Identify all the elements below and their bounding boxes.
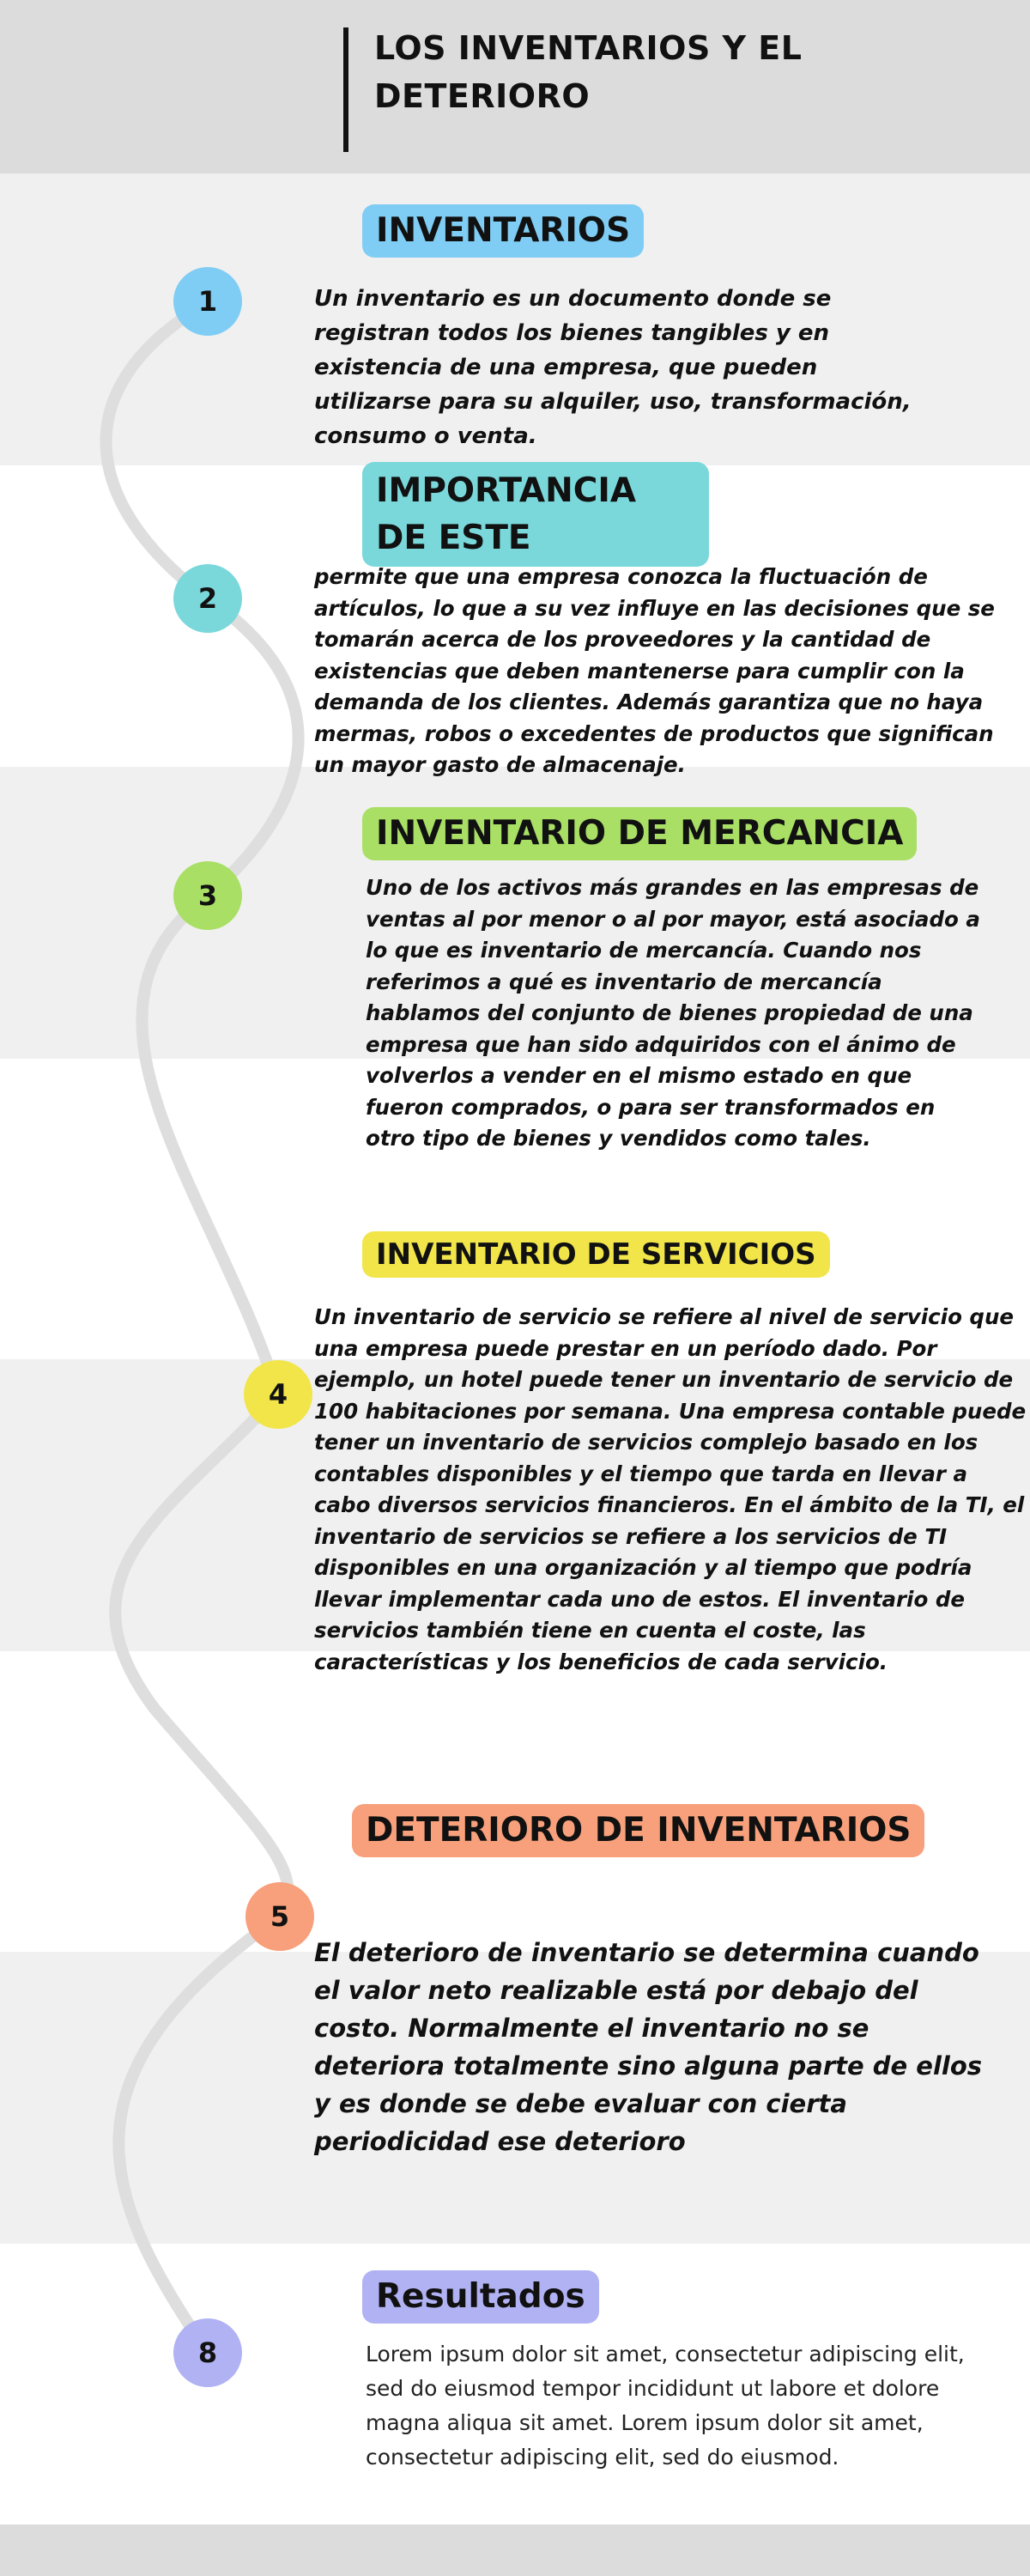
- heading-importancia: IMPORTANCIA DE ESTE: [362, 462, 709, 567]
- section-4-text: Un inventario de servicio se refiere al nivel de servicio que una empresa puede prestar en un período dado. Por ejemplo, un hotel puede tener un inventario de servicio de 100 habitaciones por semana. Una empresa contable puede tener un inventario de servicios complejo basado en los contables disponibles y el tiempo que tarda en llevar a cabo diversos servicios financieros. En el ámbito de la TI, el inventario de servicios se refiere a los servicios de TI disponibles en una organización y al tiempo que podría llevar implementar cada uno de estos. El inventario de servicios también tiene en cuenta el coste, las características y los beneficios de cada servicio.: [314, 1304, 1027, 1674]
- step-circle-5: 5: [245, 1882, 314, 1951]
- step-circle-3: 3: [173, 861, 242, 930]
- heading-mercancia: INVENTARIO DE MERCANCIA: [362, 807, 917, 860]
- step-circle-1: 1: [173, 267, 242, 336]
- section-3-text: Uno de los activos más grandes en las empresas de ventas al por menor o al por mayor, está asociado a lo que es inventario de mercancía. Cuando nos referimos a qué es inventario de mercancía hablamos del conjunto de bienes propiedad de una empresa que han sido adquiridos con el ánimo de volverlos a vender en el mismo estado en que fueron comprados, o para ser transformados en otro tipo de bienes y vendidos como tales.: [366, 875, 980, 1151]
- heading-inventarios: INVENTARIOS: [362, 204, 644, 258]
- step-circle-8: 8: [173, 2318, 242, 2387]
- section-2-text: permite que una empresa conozca la fluctuación de artículos, lo que a su vez influye en las decisiones que se tomarán acerca de los proveedores y la cantidad de existencias que deben mantenerse para cumplir con la demanda de los clientes. Además garantiza que no haya mermas, robos o excedentes de productos que significan un mayor gasto de almacenaje.: [314, 564, 995, 777]
- section-8-text: Lorem ipsum dolor sit amet, consectetur adipiscing elit, sed do eiusmod tempor incididunt ut labore et dolore magna aliqua sit amet. Lorem ipsum dolor sit amet, consectetur adipiscing elit, sed do eiusmod.: [366, 2342, 965, 2470]
- section-5-text: El deterioro de inventario se determina cuando el valor neto realizable está por debajo del costo. Normalmente el inventario no se deteriora totalmente sino alguna parte de ellos y es donde se debe evaluar con cierta periodicidad ese deterioro: [314, 1938, 983, 2156]
- page-title: LOS INVENTARIOS Y EL DETERIORO: [374, 29, 803, 115]
- section-1-text: Un inventario es un documento donde se registran todos los bienes tangibles y en existencia de una empresa, que pueden utilizarse para su alquiler, uso, transformación, consumo o venta.: [314, 286, 912, 449]
- step-circle-4: 4: [244, 1360, 312, 1429]
- heading-servicios: INVENTARIO DE SERVICIOS: [362, 1231, 830, 1278]
- step-circle-2: 2: [173, 564, 242, 633]
- heading-resultados: Resultados: [362, 2270, 599, 2324]
- heading-deterioro: DETERIORO DE INVENTARIOS: [352, 1804, 924, 1857]
